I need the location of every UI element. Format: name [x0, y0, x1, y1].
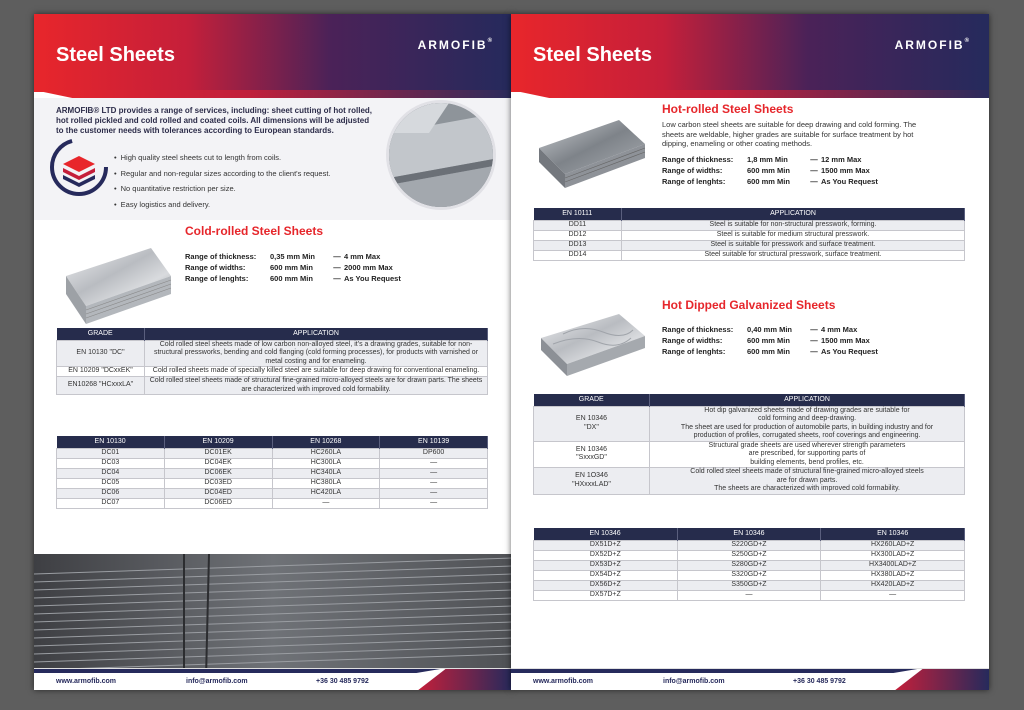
table-row: EN 10346 "DX" Hot dip galvanized sheets made of drawing grades are suitable for cold forming and deep-drawing. The sheet are used for production of automobile parts, in building industry and for production of profiles, corrugated sheets, roof coverings and engineering.	[534, 406, 965, 441]
cold-rolled-sheet-image	[56, 236, 176, 328]
table-header: APPLICATION	[622, 208, 965, 220]
intro-text: ARMOFIB® LTD provides a range of services, including: sheet cutting of hot rolled, hot rolled pickled and cold rolled and coated coils. All dimensions will be adjusted to the customer needs with tolerances according to European standards.	[56, 106, 372, 135]
bullet-item: • Regular and non-regular sizes according to the client's request.	[114, 166, 331, 182]
spec-row: Range of widths: 600 mm Min — 1500 mm Max	[662, 166, 870, 175]
spec-row: Range of widths: 600 mm Min — 2000 mm Max	[185, 263, 393, 272]
hot-rolled-specs	[662, 154, 878, 187]
hot-rolled-description: Low carbon steel sheets are suitable for deep drawing and cold forming. The sheets are weldable, higher grades are suitable for surface treatment by hot dipping, enameling or other coating methods.	[662, 120, 917, 148]
cold-rolled-specs	[185, 251, 401, 284]
table-row: EN 10346 "SxxxGD" Structural grade sheets are used wherever strength parameters are prescribed, for supporting parts of building elements, bend profiles, etc.	[534, 441, 965, 468]
table-header: EN 10209	[164, 436, 272, 448]
footer-website-link[interactable]: www.armofib.com	[56, 678, 117, 685]
table-row: DX57D+Z — —	[534, 590, 965, 600]
table-header: EN 10346	[821, 528, 965, 540]
spec-row: Range of widths: 600 mm Min — 1500 mm Max	[662, 336, 870, 345]
hot-rolled-table	[533, 208, 965, 261]
page-header	[511, 14, 989, 92]
galvanized-sheet-image	[533, 304, 651, 386]
header-band	[34, 90, 512, 98]
table-header: EN 10346	[677, 528, 821, 540]
cold-rolled-title: Cold-rolled Steel Sheets	[185, 224, 324, 238]
spec-row: Range of thickness: 0,40 mm Min — 4 mm Max	[662, 325, 858, 334]
galvanized-grade-table	[533, 394, 965, 495]
bullet-item: • High quality steel sheets cut to length from coils.	[114, 150, 331, 166]
spec-row: Range of lenghts: 600 mm Min — As You Request	[662, 347, 878, 356]
spec-row: Range of thickness: 1,8 mm Min — 12 mm Max	[662, 155, 862, 164]
table-row: DX52D+Z S250GD+Z HX300LAD+Z	[534, 550, 965, 560]
right-page	[511, 14, 989, 690]
table-row: EN 10130 "DC" Cold rolled steel sheets made of low carbon non-alloyed steel, it's a drawing grades, suitable for non-structural pressworks, bending and cold flanging (cold forming processes), for products with varnished or metal costing and for enameling.	[57, 340, 488, 367]
footer-email-link[interactable]: info@armofib.com	[663, 678, 725, 685]
table-header: EN 10346	[534, 528, 678, 540]
table-row: DC07 DC06ED — —	[57, 498, 488, 508]
table-row: DD11 Steel is suitable for non-structural presswork, forming.	[534, 220, 965, 230]
table-row: EN 10209 "DCxxEK" Cold rolled sheets made of specially killed steel are suitable for deep drawing for conventional enameling.	[57, 367, 488, 377]
table-row: DD13 Steel is suitable for presswork and surface treatment.	[534, 240, 965, 250]
cold-en-table	[56, 436, 488, 509]
table-row: DX56D+Z S350GD+Z HX420LAD+Z	[534, 580, 965, 590]
table-row: EN 1O346 "HXxxxLAD" Cold rolled steel sheets made of structural fine-grained micro-alloyed steels are for drawn parts. The sheets are characterized with improved cold formability.	[534, 468, 965, 495]
steel-sheet-photo	[386, 100, 496, 210]
table-row: DC05 DC03ED HC380LA —	[57, 478, 488, 488]
footer-accent	[894, 669, 989, 690]
footer-phone: +36 30 485 9792	[316, 678, 369, 685]
table-row: DD14 Steel suitable for structural presswork, surface treatment.	[534, 250, 965, 260]
page-footer	[511, 668, 989, 690]
cold-grade-table	[56, 328, 488, 395]
intro-section	[34, 98, 512, 220]
table-row: DX54D+Z S320GD+Z HX380LAD+Z	[534, 570, 965, 580]
table-header: APPLICATION	[145, 328, 488, 340]
galvanized-title: Hot Dipped Galvanized Sheets	[662, 298, 836, 312]
page-title: Steel Sheets	[533, 44, 652, 66]
table-row: DX53D+Z S280GD+Z HX3400LAD+Z	[534, 560, 965, 570]
bullet-item: • Easy logistics and delivery.	[114, 197, 331, 213]
footer-email-link[interactable]: info@armofib.com	[186, 678, 248, 685]
footer-band	[34, 669, 512, 673]
footer-band	[511, 669, 989, 673]
table-row: DX51D+Z S220GD+Z HX260LAD+Z	[534, 540, 965, 550]
brand-logo: ARMOFIB®	[417, 38, 492, 52]
hot-rolled-title: Hot-rolled Steel Sheets	[662, 102, 794, 116]
steel-stack-photo	[34, 554, 512, 678]
layers-icon	[50, 138, 108, 196]
table-row: DC03 DC04EK HC300LA —	[57, 458, 488, 468]
table-header: EN 10111	[534, 208, 622, 220]
table-header: GRADE	[534, 394, 650, 406]
bullet-item: • No quantitative restriction per size.	[114, 181, 331, 197]
footer-accent	[417, 669, 512, 690]
header-band	[511, 90, 989, 98]
page-footer	[34, 668, 512, 690]
left-page	[34, 14, 512, 690]
footer-website-link[interactable]: www.armofib.com	[533, 678, 594, 685]
spec-row: Range of lenghts: 600 mm Min — As You Request	[662, 177, 878, 186]
table-row: DC06 DC04ED HC420LA —	[57, 488, 488, 498]
table-row: DC04 DC06EK HC340LA —	[57, 468, 488, 478]
galvanized-en-table	[533, 528, 965, 601]
table-row: DC01 DC01EK HC260LA DP600	[57, 448, 488, 458]
spec-row: Range of thickness: 0,35 mm Min — 4 mm Max	[185, 252, 381, 261]
spec-row: Range of lenghts: 600 mm Min — As You Request	[185, 274, 401, 283]
table-header: GRADE	[57, 328, 145, 340]
page-title: Steel Sheets	[56, 44, 175, 66]
galvanized-specs	[662, 324, 878, 357]
table-header: EN 10130	[57, 436, 165, 448]
brand-logo: ARMOFIB®	[894, 38, 969, 52]
service-bullet-list	[114, 150, 331, 212]
table-row: EN10268 "HCxxxLA" Cold rolled steel sheets made of structural fine-grained micro-alloyed steels are for drawn parts. The sheets are characterized with improved cold formability.	[57, 377, 488, 395]
table-header: EN 10268	[272, 436, 380, 448]
table-row: DD12 Steel is suitable for medium structural presswork.	[534, 230, 965, 240]
table-header: EN 10139	[380, 436, 488, 448]
hot-rolled-sheet-image	[531, 106, 651, 196]
footer-phone: +36 30 485 9792	[793, 678, 846, 685]
table-header: APPLICATION	[650, 394, 965, 406]
page-header	[34, 14, 512, 92]
